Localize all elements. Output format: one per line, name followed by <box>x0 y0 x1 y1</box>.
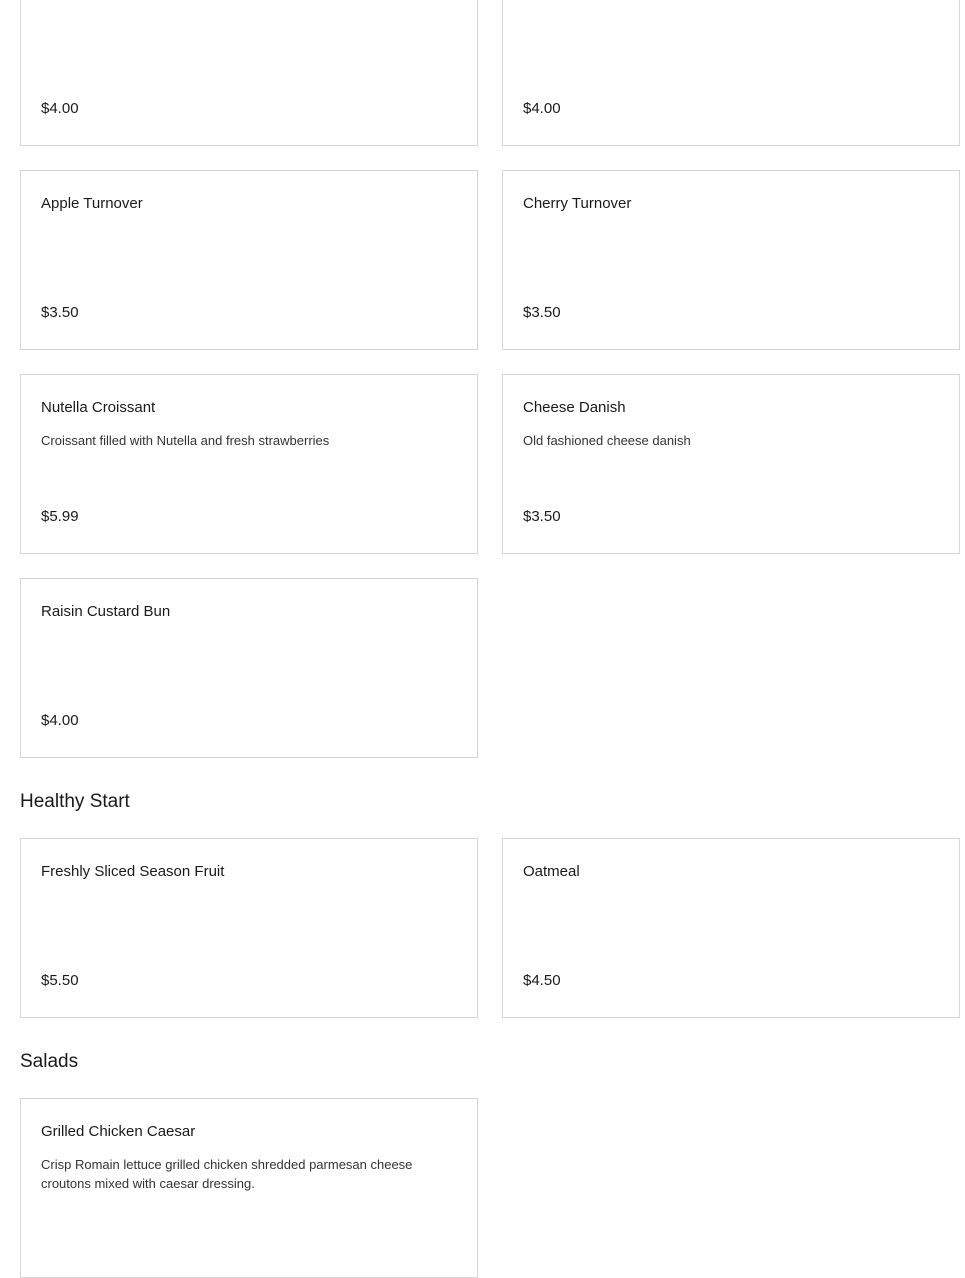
menu-item-name: Cherry Turnover <box>523 195 632 212</box>
menu-item-card[interactable] <box>20 1098 478 1278</box>
menu-item-description: Croissant filled with Nutella and fresh strawberries <box>41 433 330 448</box>
menu-item-name: Raisin Custard Bun <box>41 603 171 620</box>
menu-grid-salads <box>20 1098 960 1278</box>
menu-item-name: Apple Turnover <box>41 195 143 212</box>
menu-item-price: $3.50 <box>41 304 79 321</box>
menu-item-card[interactable] <box>20 838 478 1018</box>
menu-item-card[interactable] <box>20 170 478 350</box>
menu-item-card[interactable] <box>502 170 960 350</box>
menu-item-price: $4.00 <box>41 100 79 117</box>
menu-item-name: Nutella Croissant <box>41 399 156 416</box>
menu-page <box>20 0 960 1278</box>
menu-item-name: Oatmeal <box>523 863 580 880</box>
menu-item-price: $3.50 <box>523 508 561 525</box>
menu-item-description: Old fashioned cheese danish <box>523 433 691 448</box>
menu-item-card[interactable] <box>20 578 478 758</box>
menu-item-description: Crisp Romain lettuce grilled chicken shredded parmesan cheese croutons mixed with caesar dressing. <box>41 1157 413 1191</box>
section-title-healthy-start: Healthy Start <box>20 791 130 812</box>
menu-grid-pastries <box>20 0 960 758</box>
menu-item-card[interactable] <box>20 374 478 554</box>
menu-item-price: $4.00 <box>523 100 561 117</box>
menu-item-card[interactable] <box>502 838 960 1018</box>
menu-item-name: Grilled Chicken Caesar <box>41 1123 196 1140</box>
menu-item-card[interactable] <box>502 0 960 146</box>
menu-item-price: $4.00 <box>41 712 79 729</box>
menu-item-card[interactable] <box>20 0 478 146</box>
section-title-salads: Salads <box>20 1051 79 1072</box>
menu-item-price: $5.50 <box>41 972 79 989</box>
menu-item-name: Cheese Danish <box>523 399 626 416</box>
menu-item-name: Freshly Sliced Season Fruit <box>41 863 225 880</box>
menu-item-card[interactable] <box>502 374 960 554</box>
menu-grid-healthy-start <box>20 838 960 1018</box>
menu-item-price: $3.50 <box>523 304 561 321</box>
menu-item-price: $5.99 <box>41 508 79 525</box>
menu-item-price: $4.50 <box>523 972 561 989</box>
